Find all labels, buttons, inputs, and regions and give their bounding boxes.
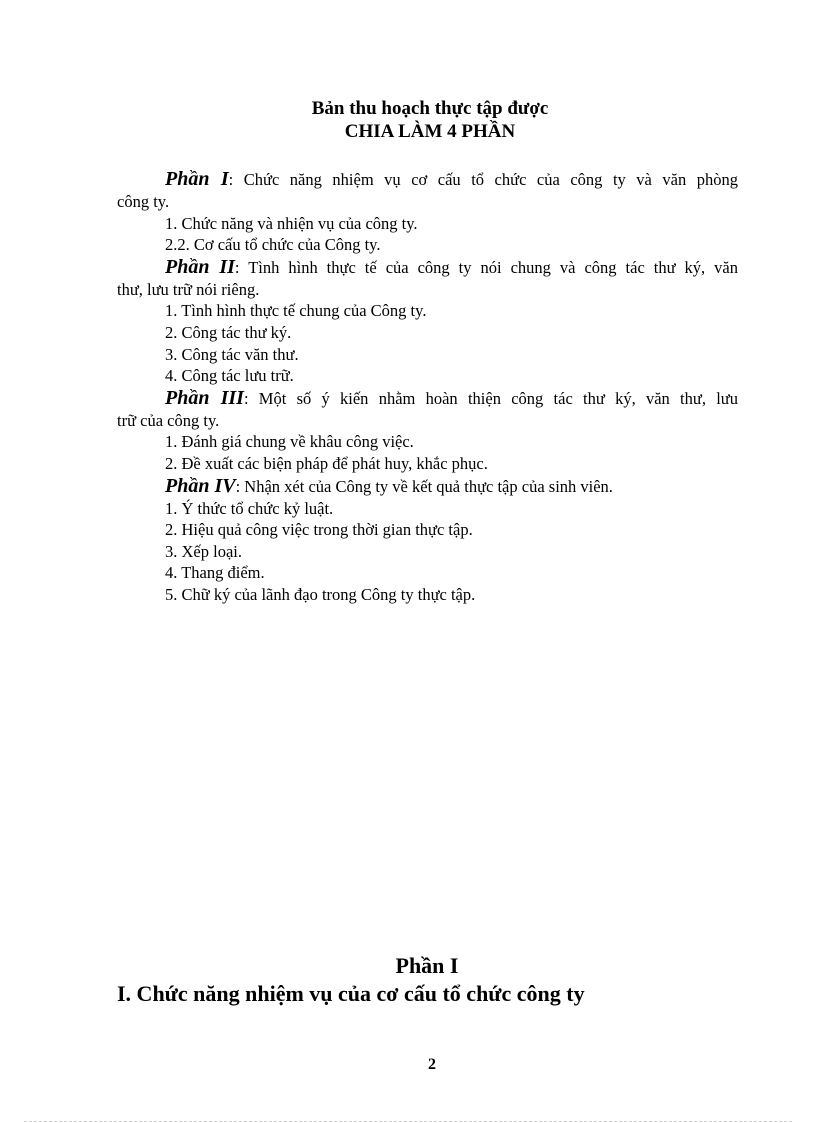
part-3-intro bbox=[117, 387, 738, 410]
part-2-item-2: 2. Công tác thư ký. bbox=[165, 322, 292, 342]
page-bottom-rule bbox=[24, 1121, 792, 1122]
part-4-intro bbox=[117, 475, 738, 498]
part-3-item-1: 1. Đánh giá chung về khâu công việc. bbox=[165, 432, 414, 452]
part-4-item-2: 2. Hiệu quả công việc trong thời gian thực tập. bbox=[165, 520, 473, 540]
page-number: 2 bbox=[428, 1056, 436, 1073]
section-subheading: I. Chức năng nhiệm vụ của cơ cấu tổ chức công ty bbox=[117, 981, 585, 1006]
part-1-item-1: 1. Chức năng và nhiện vụ của công ty. bbox=[165, 213, 418, 233]
part-1-intro bbox=[117, 168, 738, 191]
part-3-item-2: 2. Đề xuất các biện pháp để phát huy, khắc phục. bbox=[165, 453, 488, 473]
part-2-item-3: 3. Công tác văn thư. bbox=[165, 344, 299, 364]
part-4-item-1: 1. Ý thức tổ chức kỷ luật. bbox=[165, 498, 334, 518]
part-1-intro-cont: công ty. bbox=[117, 192, 170, 211]
part-4-text: : Nhận xét của Công ty về kết quả thực tập của sinh viên. bbox=[235, 476, 613, 496]
part-2-label: Phần II bbox=[165, 255, 235, 278]
part-4-item-4: 4. Thang điểm. bbox=[165, 563, 265, 583]
part-3-label: Phần III bbox=[165, 386, 244, 409]
part-3-text: : Một số ý kiến nhằm hoàn thiện công tác thư ký, văn thư, lưu bbox=[243, 388, 738, 408]
section-heading: Phần I bbox=[395, 953, 459, 978]
part-4-label: Phần IV bbox=[165, 474, 236, 497]
part-4-item-3: 3. Xếp loại. bbox=[165, 541, 242, 561]
part-2-text: : Tình hình thực tế của công ty nói chung và công tác thư ký, văn bbox=[234, 257, 738, 277]
document-title-line1: Bản thu hoạch thực tập được bbox=[311, 98, 549, 119]
part-1-text: : Chức năng nhiệm vụ cơ cấu tổ chức của công ty và văn phòng bbox=[228, 170, 738, 189]
part-2-intro-cont: thư, lưu trữ nói riêng. bbox=[117, 279, 260, 299]
document-title-line2: CHIA LÀM 4 PHẦN bbox=[344, 121, 516, 142]
part-3-intro-cont: trữ của công ty. bbox=[117, 410, 220, 430]
part-1-label: Phần I bbox=[165, 168, 229, 190]
part-2-item-4: 4. Công tác lưu trữ. bbox=[165, 366, 294, 386]
part-2-item-1: 1. Tình hình thực tế chung của Công ty. bbox=[165, 301, 427, 321]
part-4-item-5: 5. Chữ ký của lãnh đạo trong Công ty thực tập. bbox=[165, 584, 476, 604]
part-1-item-2: 2.2. Cơ cấu tổ chức của Công ty. bbox=[165, 235, 381, 255]
part-2-intro bbox=[117, 256, 738, 279]
outline-body bbox=[117, 168, 738, 606]
